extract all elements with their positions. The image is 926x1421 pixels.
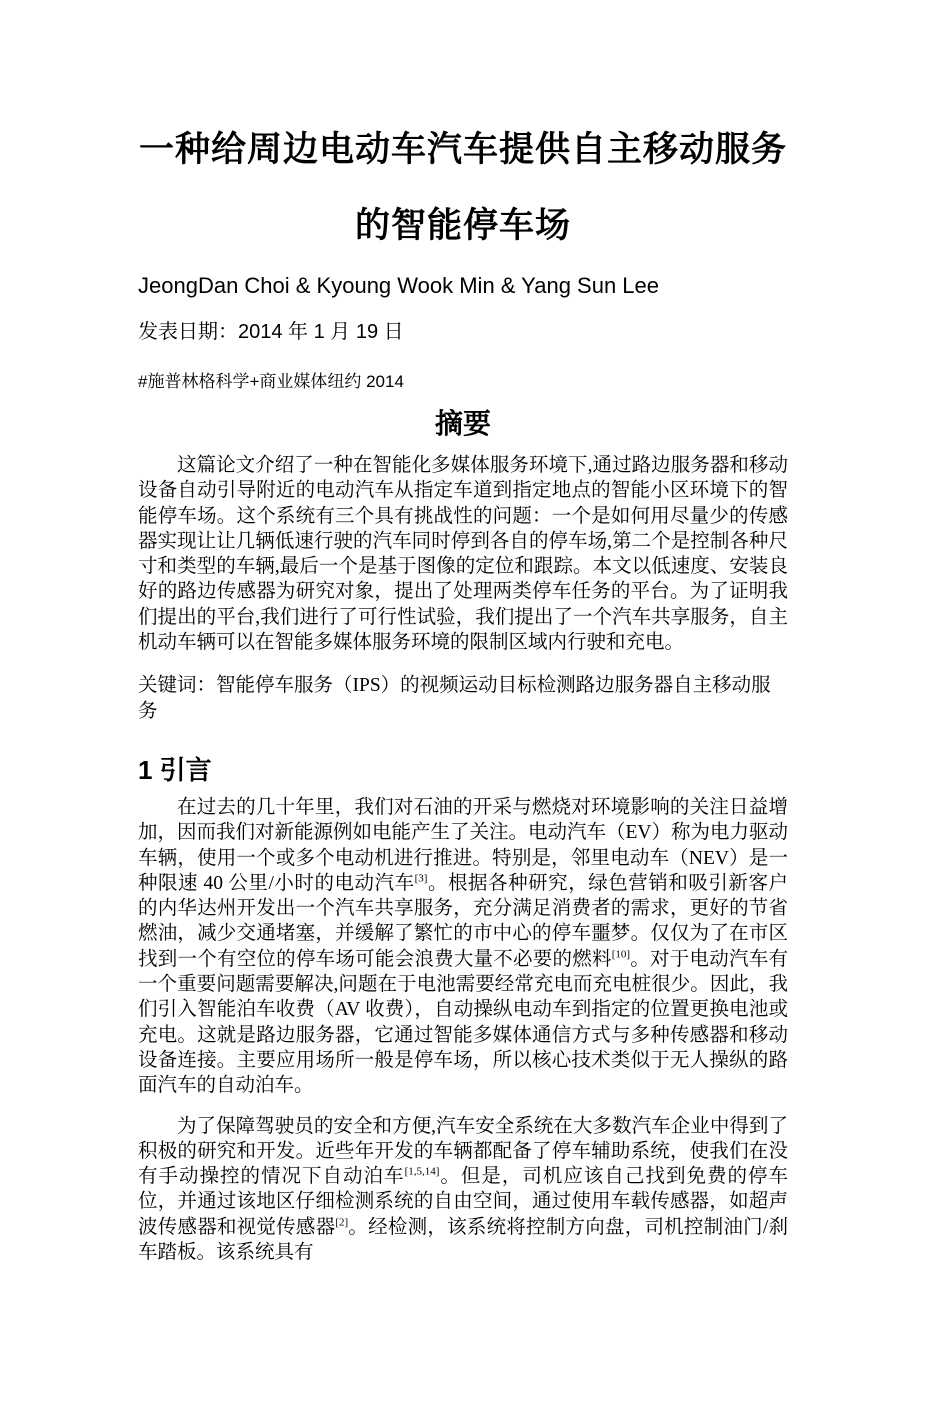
- paragraph-text: 。对于电动汽车有一个重要问题需要解决,问题在于电池需要经常充电而充电桩很少。因此，我们引入智能泊车收费（AV 收费），自动操纵电动车到指定的位置更换电池或充电。这就是路边服务器，它通过智能多媒体通信方式与多种传感器和移动设备连接。主要应用场所一般是停车场，所以核心技术类似于无人操纵的路面汽车的自动泊车。: [138, 948, 788, 1097]
- abstract-paragraph: [138, 453, 788, 655]
- paper-title-line-2: 的智能停车场: [354, 206, 571, 245]
- citation-ref: [10]: [611, 948, 631, 961]
- document-page: [138, 112, 788, 1265]
- publish-date-line: 发表日期：2014 年 1 月 19 日: [138, 321, 404, 343]
- paragraph-text: 。根据各种研究，绿色营销和吸引新客户的内华达州开发出一个汽车共享服务，充分满足消费者的需求，更好的节省燃油，减少交通堵塞，并缓解了繁忙的市中心的停车噩梦。仅仅为了在市区找到一个有空位的停车场可能会浪费大量不必要的燃料: [138, 872, 788, 970]
- paragraph-text: 这篇论文介绍了一种在智能化多媒体服务环境下,通过路边服务器和移动设备自动引导附近的电动汽车从指定车道到指定地点的智能小区环境下的智能停车场。这个系统有三个具有挑战性的问题：一个是如何用尽量少的传感器实现让让几辆低速行驶的汽车同时停到各自的停车场,第二个是控制各种尺寸和类型的车辆,最后一个是基于图像的定位和跟踪。本文以低速度、安装良好的路边传感器为研究对象，提出了处理两类停车任务的平台。为了证明我们提出的平台,我们进行了可行性试验，我们提出了一个汽车共享服务，自主机动车辆可以在智能多媒体服务环境的限制区域内行驶和充电。: [138, 455, 788, 654]
- intro-paragraph-2: [138, 1114, 788, 1266]
- citation-ref: [2]: [335, 1216, 349, 1229]
- paper-title-line-1: 一种给周边电动车汽车提供自主移动服务: [138, 130, 787, 169]
- abstract-heading: 摘要: [434, 409, 491, 440]
- paragraph-text: 。经检测，该系统将控制方向盘，司机控制油门/刹车踏板。该系统具有: [138, 1216, 788, 1264]
- section-heading-introduction: 1 引言: [138, 754, 212, 785]
- authors-line: JeongDan Choi & Kyoung Wook Min & Yang Sun Lee: [138, 273, 660, 298]
- intro-paragraph-1: [138, 795, 788, 1099]
- paragraph-text: 为了保障驾驶员的安全和方便,汽车安全系统在大多数汽车企业中得到了积极的研究和开发。近些年开发的车辆都配备了停车辅助系统，使我们在没有手动操控的情况下自动泊车: [138, 1115, 788, 1188]
- paragraph-text: 在过去的几十年里，我们对石油的开采与燃烧对环境影响的关注日益增加，因而我们对新能源例如电能产生了关注。电动汽车（EV）称为电力驱动车辆，使用一个或多个电动机进行推进。特别是，邻里电动车（NEV）是一种限速 40 公里/小时的电动汽车: [138, 796, 788, 894]
- imprint-line: #施普林格科学+商业媒体纽约 2014: [138, 372, 404, 391]
- keywords-line: 关键词：智能停车服务（IPS）的视频运动目标检测路边服务器自主移动服务: [138, 675, 771, 722]
- citation-ref: [3]: [414, 872, 428, 885]
- citation-ref: [1,5,14]: [404, 1165, 440, 1178]
- paper-title: [138, 112, 788, 264]
- paragraph-text: 。但是，司机应该自己找到免费的停车位，并通过该地区仔细检测系统的自由空间，通过使用车载传感器，如超声波传感器和视觉传感器: [138, 1166, 788, 1238]
